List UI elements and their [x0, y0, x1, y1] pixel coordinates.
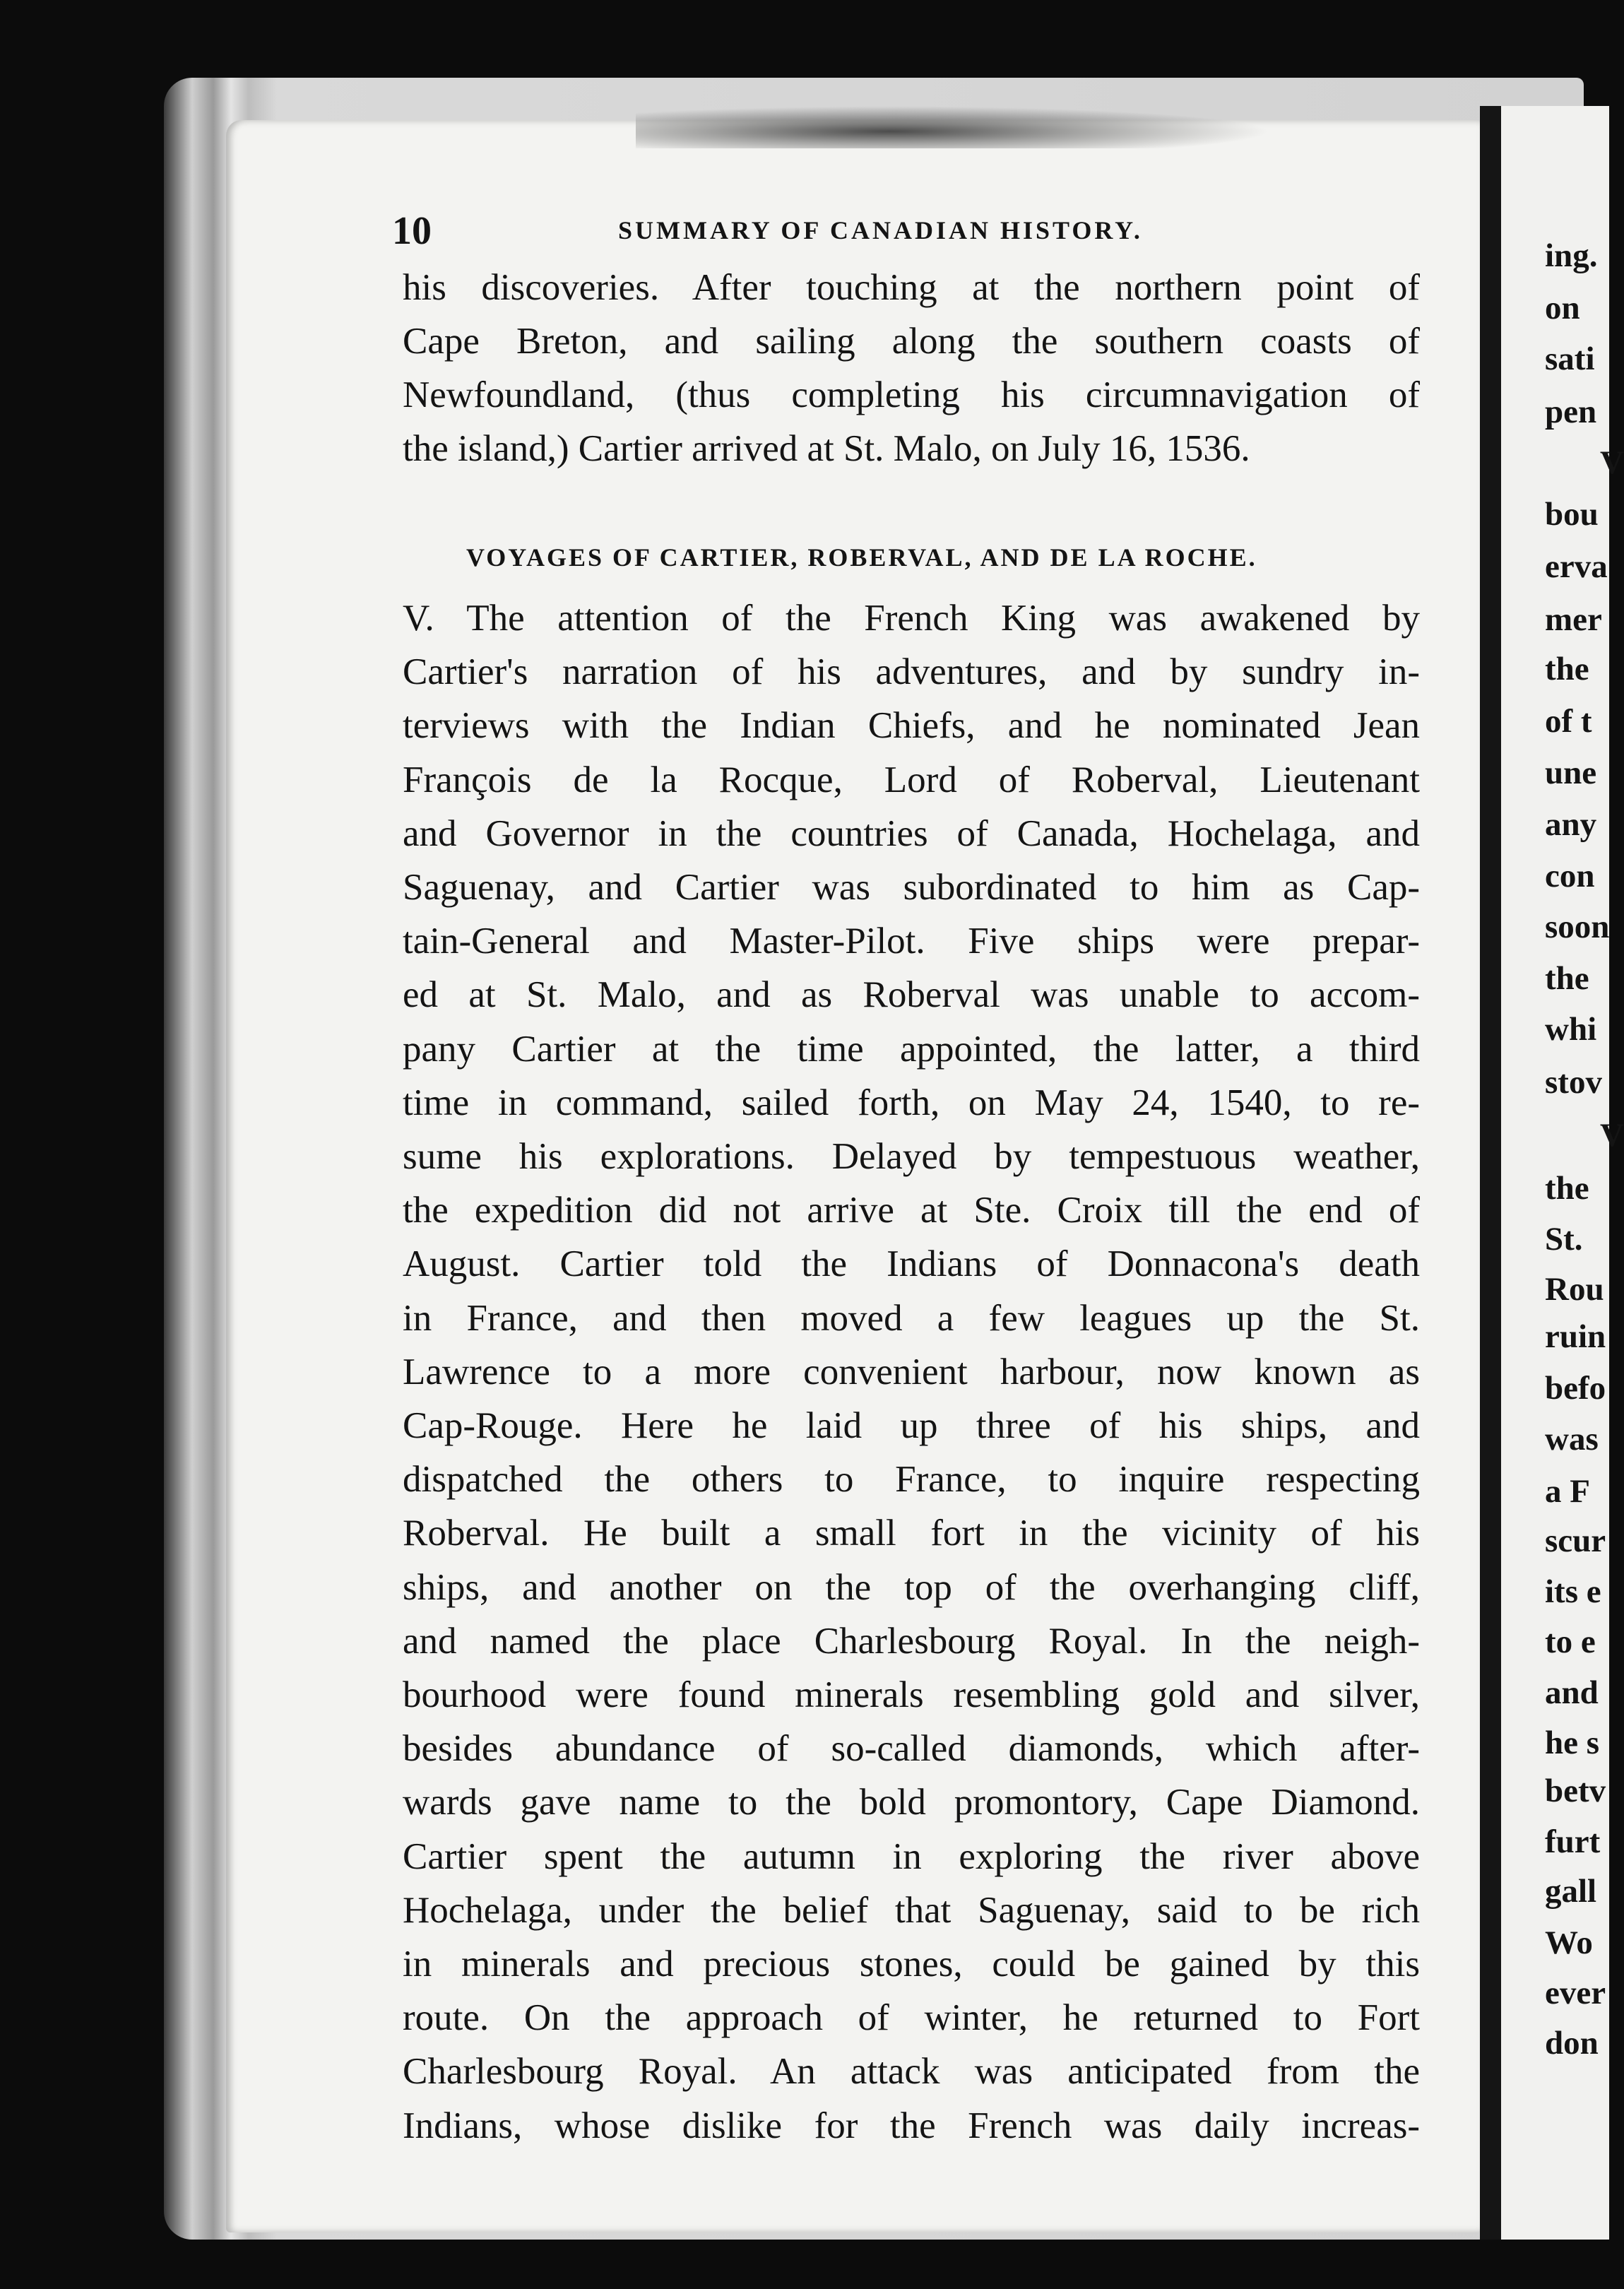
page-header	[392, 208, 1423, 251]
text-line: François de la Rocque, Lord of Roberval, Lieutenant	[403, 759, 1420, 800]
facing-page-fragment: don	[1545, 2025, 1599, 2062]
text-line: sume his explorations. Delayed by tempestuous weather,	[403, 1136, 1420, 1177]
text-line: Lawrence to a more convenient harbour, now known as	[403, 1351, 1420, 1392]
text-line: pany Cartier at the time appointed, the latter, a third	[403, 1029, 1420, 1070]
text-line: Cartier spent the autumn in exploring the river above	[403, 1836, 1420, 1877]
text-line: tain-General and Master-Pilot. Five ships were prepar-	[403, 921, 1420, 962]
facing-page-fragment: the	[1545, 960, 1589, 997]
facing-page-fragment: befo	[1545, 1370, 1606, 1407]
facing-page-fragment: stov	[1545, 1064, 1602, 1101]
facing-page-fragment: ruin	[1545, 1318, 1606, 1355]
text-line: Roberval. He built a small fort in the vicinity of his	[403, 1513, 1420, 1554]
text-line: V. The attention of the French King was awakened by	[403, 598, 1420, 639]
text-line: Cap-Rouge. Here he laid up three of his ships, and	[403, 1405, 1420, 1446]
text-line: Indians, whose dislike for the French was daily increas-	[403, 2105, 1420, 2146]
facing-page-fragment: a F	[1545, 1473, 1590, 1510]
text-line: besides abundance of so-called diamonds, which after-	[403, 1728, 1420, 1769]
text-line: and Governor in the countries of Canada, Hochelaga, and	[403, 813, 1420, 854]
text-line: wards gave name to the bold promontory, Cape Diamond.	[403, 1782, 1420, 1823]
facing-page-fragment: betv	[1545, 1773, 1606, 1809]
facing-page-fragment: Rou	[1545, 1271, 1604, 1308]
text-line: and named the place Charlesbourg Royal. In the neigh-	[403, 1621, 1420, 1662]
text-line: his discoveries. After touching at the northern point of	[403, 267, 1420, 308]
running-head: SUMMARY OF CANADIAN HISTORY.	[618, 216, 1143, 244]
facing-page-fragment: mer	[1545, 601, 1602, 638]
facing-page-fragment: soon	[1545, 909, 1610, 945]
facing-page-fragment: its e	[1545, 1573, 1601, 1610]
facing-page-fragment: furt	[1545, 1823, 1601, 1860]
text-line: ed at St. Malo, and as Roberval was unable to accom-	[403, 974, 1420, 1015]
facing-page-fragment: une	[1545, 755, 1597, 791]
text-line: the island,) Cartier arrived at St. Malo, on July 16, 1536.	[403, 428, 1250, 469]
gutter	[1480, 106, 1501, 2240]
facing-page-fragment: St.	[1545, 1221, 1583, 1258]
facing-page	[1501, 106, 1624, 2240]
text-line: ships, and another on the top of the overhanging cliff,	[403, 1567, 1420, 1608]
facing-page-fragment: whi	[1545, 1011, 1597, 1048]
facing-page-fragment: and	[1545, 1674, 1599, 1711]
facing-page-fragment: was	[1545, 1421, 1599, 1457]
facing-page-fragment: V	[1600, 1117, 1624, 1154]
facing-page-fragment: pen	[1545, 394, 1597, 430]
text-line: Hochelaga, under the belief that Saguenay, said to be rich	[403, 1890, 1420, 1931]
facing-page-fragment: he s	[1545, 1725, 1600, 1761]
facing-page-fragment: the	[1545, 1170, 1589, 1207]
section-heading: VOYAGES OF CARTIER, ROBERVAL, AND DE LA ROCHE.	[466, 543, 1257, 572]
text-line: route. On the approach of winter, he returned to Fort	[403, 1997, 1420, 2038]
text-line: in France, and then moved a few leagues up the St.	[403, 1298, 1420, 1339]
facing-page-fragment: scur	[1545, 1522, 1606, 1559]
ink-smudge	[636, 106, 1272, 148]
text-line: time in command, sailed forth, on May 24, 1540, to re-	[403, 1082, 1420, 1123]
text-line: the expedition did not arrive at Ste. Croix till the end of	[403, 1190, 1420, 1231]
facing-page-fragment: of t	[1545, 703, 1592, 740]
text-line: Cape Breton, and sailing along the southern coasts of	[403, 321, 1420, 362]
facing-page-fragment: ing.	[1545, 237, 1598, 274]
facing-page-fragment: the	[1545, 651, 1589, 687]
facing-page-fragment: any	[1545, 806, 1597, 843]
facing-page-fragment: V	[1600, 444, 1624, 481]
facing-page-fragment: con	[1545, 858, 1595, 894]
text-line: bourhood were found minerals resembling gold and silver,	[403, 1674, 1420, 1715]
facing-page-fragment: bou	[1545, 496, 1599, 533]
facing-page-fragment: gall	[1545, 1873, 1597, 1910]
text-line: in minerals and precious stones, could be gained by this	[403, 1944, 1420, 1985]
facing-page-fragment: Wo	[1545, 1924, 1593, 1961]
facing-page-fragment: ever	[1545, 1975, 1606, 2011]
facing-page-fragment: sati	[1545, 341, 1595, 377]
text-line: Cartier's narration of his adventures, and by sundry in-	[403, 651, 1420, 692]
text-line: terviews with the Indian Chiefs, and he nominated Jean	[403, 705, 1420, 746]
text-line: dispatched the others to France, to inquire respecting	[403, 1459, 1420, 1500]
text-line: Saguenay, and Cartier was subordinated to him as Cap-	[403, 867, 1420, 908]
text-line: Newfoundland, (thus completing his circumnavigation of	[403, 374, 1420, 415]
text-line: Charlesbourg Royal. An attack was anticipated from the	[403, 2051, 1420, 2092]
facing-page-fragment: to e	[1545, 1623, 1596, 1660]
text-line: August. Cartier told the Indians of Donnacona's death	[403, 1243, 1420, 1284]
facing-page-fragment: erva	[1545, 548, 1608, 585]
page-number: 10	[392, 209, 432, 253]
facing-page-fragment: on	[1545, 290, 1580, 326]
